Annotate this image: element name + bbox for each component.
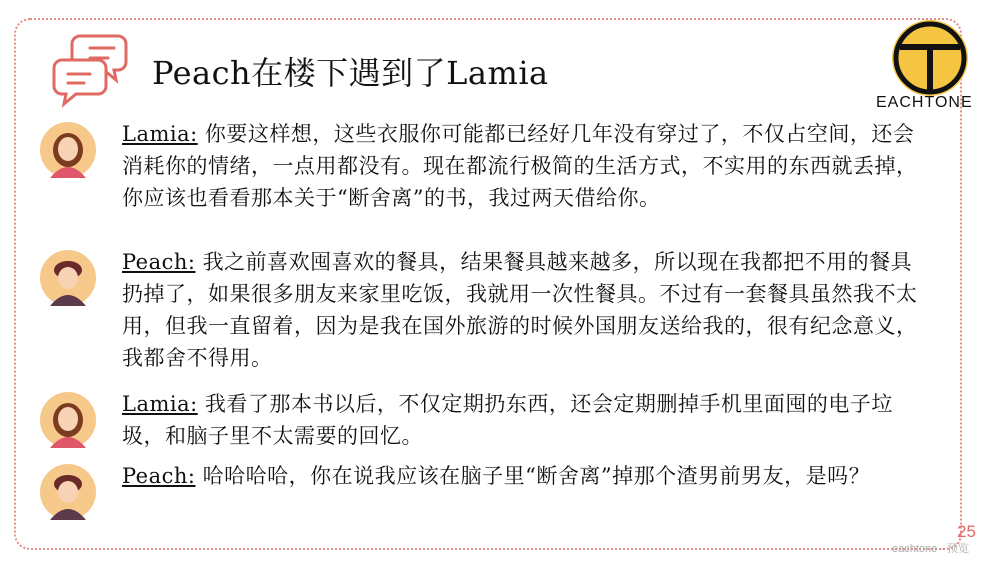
message-text (122, 118, 932, 214)
page-number: 25 (957, 522, 976, 541)
speaker-label: Peach: (122, 464, 196, 488)
message-body: 你要这样想，这些衣服你可能都已经好几年没有穿过了，不仅占空间，还会消耗你的情绪，一点用都没有。现在都流行极简的生活方式，不实用的东西就丢掉，你应该也看看那本关于“断舍离”的书，我过两天借给你。 (122, 122, 918, 210)
male-avatar-icon (40, 250, 96, 306)
watermark: eachtone · 预览 (892, 543, 970, 555)
female-avatar-icon (40, 122, 96, 178)
message-text (122, 388, 932, 452)
chat-bubbles-icon (50, 30, 130, 110)
speaker-label: Lamia: (122, 122, 198, 146)
message-body: 我看了那本书以后，不仅定期扔东西，还会定期删掉手机里面囤的电子垃圾，和脑子里不太需要的回忆。 (122, 392, 893, 448)
logo-text: EACHTONE (876, 94, 973, 111)
slide-title: Peach在楼下遇到了Lamia (152, 54, 549, 92)
message-text (122, 460, 932, 492)
message-body: 我之前喜欢囤喜欢的餐具，结果餐具越来越多，所以现在我都把不用的餐具扔掉了，如果很多朋友来家里吃饭，我就用一次性餐具。不过有一套餐具虽然我不太用，但我一直留着，因为是我在国外旅游的时候外国朋友送给我的，很有纪念意义，我都舍不得用。 (122, 250, 918, 370)
male-avatar-icon (40, 464, 96, 520)
speaker-label: Lamia: (122, 392, 198, 416)
message-text (122, 246, 932, 374)
female-avatar-icon (40, 392, 96, 448)
message-body: 哈哈哈哈，你在说我应该在脑子里“断舍离”掉那个渣男前男友，是吗？ (195, 464, 871, 488)
speaker-label: Peach: (122, 250, 196, 274)
